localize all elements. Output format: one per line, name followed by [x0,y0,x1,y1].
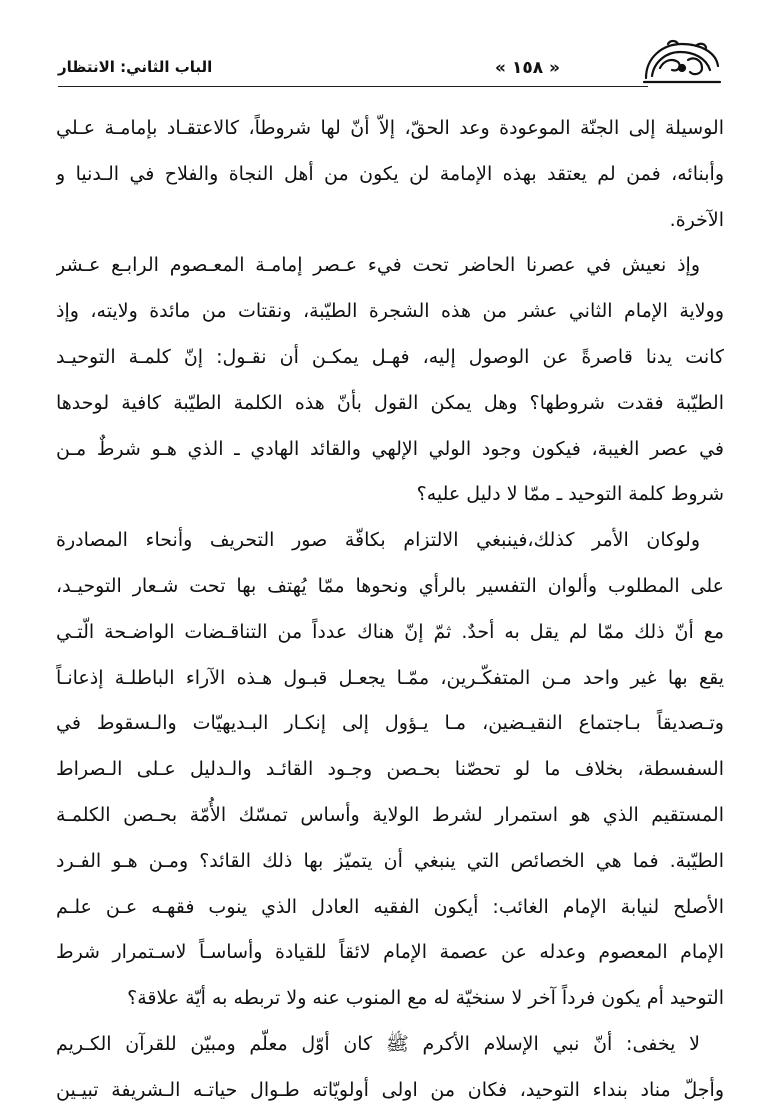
text-line: الطيّبة فقدت شروطها؟ وهل يمكن القول بأنّ هذه الكلمة الطيّبة كافية لوحدها [56,391,724,414]
text-line: المستقيم الذي هو استمرار لشرط الولاية وأساس تمسّك الأُمّة بحـصن الكلمـة [56,803,724,826]
page-header [58,38,718,88]
text-line: التوحيد أم يكون فرداً آخر لا سنخيّة له مع المنوب عنه ولا تربطه به أيّة علاقة؟ [127,987,724,1010]
text-line: وأبنائه، فمن لم يعتقد بهذه الإمامة لن يكون من أهل النجاة والفلاح في الـدنيا و [56,162,724,185]
text-line: الإمام المعصوم وعدله عن عصمة الإمام لائقاً للقيادة وأساسـاً لاسـتمرار شرط [56,941,724,964]
text-line: السفسطة، بخلاف ما لو تحصّنا بحـصن وجـود القائـد والـدليل عـلى الـصراط [56,758,724,781]
body-text [56,106,724,1114]
text-line: ولوكان الأمر كذلك،فينبغي الالتزام بكافّة صور التحريف وأنحاء المصادرة [56,529,700,552]
text-line: الوسيلة إلى الجنّة الموعودة وعد الحقّ، إلاّ أنّ لها شروطاً، كالاعتقـاد بإمامـة عـلي [56,117,724,139]
text-line: وإذ نعيش في عصرنا الحاضر تحت فيء عـصر إمامـة المعـصوم الرابـع عـشر [56,254,700,277]
header-divider [58,86,648,87]
chapter-title: الباب الثاني: الانتظار [58,58,213,76]
text-line: يقع بها غير واحد مـن المتفكّـرين، ممّـا يجعـل قبـول هـذه الآراء الباطلـة إذعانـاً [56,666,724,689]
text-line: الآخرة. [669,208,724,231]
text-line: في عصر الغيبة، فيكون وجود الولي الإلهي والقائد الهادي ـ الذي هـو شرطٌ مـن [56,437,724,460]
text-line: لا يخفى: أنّ نبي الإسلام الأكرم ﷺ كان أوّل معلّم ومبيّن للقرآن الكـريم [56,1032,700,1055]
text-line: الأصلح لنيابة الإمام الغائب: أيكون الفقيه العادل الذي ينوب فقهـه عـن علـم [56,895,724,918]
ornament-icon [642,38,722,84]
text-line: شروط كلمة التوحيد ـ ممّا لا دليل عليه؟ [416,483,724,506]
text-line: وتـصديقاً بـاجتماع النقيـضين، مـا يـؤول إلى إنكـار البـديهيّات والـسقوط في [56,712,724,735]
text-line: كانت يدنا قاصرةً عن الوصول إليه، فهـل يمكـن أن نقـول: إنّ كلمـة التوحيـد [56,345,724,368]
text-line: مع أنّ ذلك ممّا لم يقل به أحدٌ. ثمّ إنّ هناك عدداً من التناقـضات الواضـحة الّتـي [56,620,724,643]
text-line: الطيّبة. فما هي الخصائص التي ينبغي أن يتميّز بها ذلك القائد؟ ومـن هـو الفـرد [56,849,724,872]
text-line: وولاية الإمام الثاني عشر من هذه الشجرة الطيّبة، ونقتات من مائدة ولايته، وإذ [56,300,724,323]
text-line: وأجلّ مناد بنداء التوحيد، فكان من اولى أولويّاته طـوال حياتـه الـشريفة تبيـين [56,1078,724,1101]
page-number: « ١٥٨ » [495,58,560,78]
text-line: على المطلوب وألوان التفسير بالرأي ونحوها ممّا يُهتف بها تحت شـعار التوحيـد، [56,574,724,597]
